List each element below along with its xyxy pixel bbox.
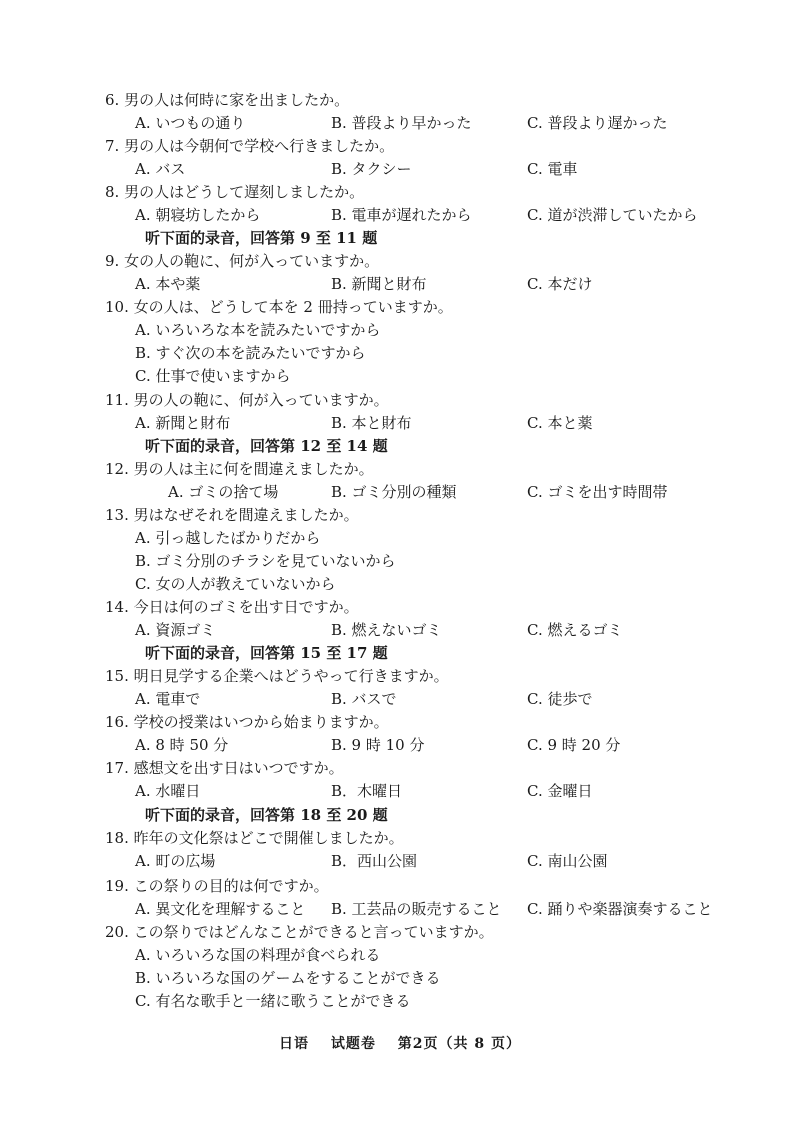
option-11a: A. 新聞と財布	[135, 414, 231, 432]
option-9a: A. 本や薬	[135, 275, 201, 293]
option-13c: C. 女の人が教えていないから	[135, 575, 336, 593]
option-17a: A. 水曜日	[135, 782, 201, 800]
option-15b: B. バスで	[331, 690, 397, 708]
option-8a: A. 朝寝坊したから	[135, 206, 261, 224]
option-12b: B. ゴミ分別の種類	[331, 483, 457, 501]
question-14: 14. 今日は何のゴミを出す日ですか。	[105, 598, 359, 616]
option-19a: A. 異文化を理解すること	[135, 900, 306, 918]
option-10b: B. すぐ次の本を読みたいですから	[135, 344, 366, 362]
option-18a: A. 町の広場	[135, 852, 216, 870]
question-17: 17. 感想文を出す日はいつですか。	[105, 759, 344, 777]
section-heading-18-20: 听下面的录音，回答第 18 至 20 题	[145, 806, 388, 824]
question-8: 8. 男の人はどうして遅刻しましたか。	[105, 183, 365, 201]
option-7b: B. タクシー	[331, 160, 412, 178]
option-20c: C. 有名な歌手と一緒に歌うことができる	[135, 992, 411, 1010]
question-7: 7. 男の人は今朝何で学校へ行きましたか。	[105, 137, 395, 155]
option-11b: B. 本と財布	[331, 414, 412, 432]
question-13: 13. 男はなぜそれを間違えましたか。	[105, 506, 359, 524]
option-15c: C. 徒歩で	[527, 690, 593, 708]
question-10: 10. 女の人は、どうして本を 2 冊持っていますか。	[105, 298, 453, 316]
option-20a: A. いろいろな国の料理が食べられる	[135, 946, 381, 964]
option-10a: A. いろいろな本を読みたいですから	[135, 321, 381, 339]
option-14a: A. 資源ゴミ	[135, 621, 216, 639]
option-18c: C. 南山公園	[527, 852, 608, 870]
option-19b: B. 工芸品の販売すること	[331, 900, 502, 918]
option-13a: A. 引っ越したばかりだから	[135, 529, 321, 547]
question-16: 16. 学校の授業はいつから始まりますか。	[105, 713, 389, 731]
question-12: 12. 男の人は主に何を間違えましたか。	[105, 460, 374, 478]
section-heading-12-14: 听下面的录音，回答第 12 至 14 题	[145, 437, 388, 455]
option-18b: B．西山公園	[331, 852, 418, 870]
footer-subject: 日语	[279, 1036, 309, 1052]
question-19: 19. この祭りの目的は何ですか。	[105, 877, 329, 895]
option-12a: A. ゴミの捨て場	[168, 483, 279, 501]
page-footer	[0, 1033, 800, 1053]
option-13b: B. ゴミ分別のチラシを見ていないから	[135, 552, 396, 570]
option-19c: C. 踊りや楽器演奏すること	[527, 900, 713, 918]
option-9b: B. 新聞と財布	[331, 275, 427, 293]
footer-page-number: 第2页（共 8 页）	[397, 1036, 521, 1052]
option-10c: C. 仕事で使いますから	[135, 367, 291, 385]
option-16b: B. 9 時 10 分	[331, 736, 425, 754]
option-6c: C. 普段より遅かった	[527, 114, 668, 132]
footer-paper: 试题卷	[330, 1036, 376, 1052]
option-20b: B. いろいろな国のゲームをすることができる	[135, 969, 441, 987]
option-9c: C. 本だけ	[527, 275, 593, 293]
question-9: 9. 女の人の鞄に、何が入っていますか。	[105, 252, 380, 270]
option-12c: C. ゴミを出す時間帯	[527, 483, 668, 501]
option-17c: C. 金曜日	[527, 782, 593, 800]
option-16c: C. 9 時 20 分	[527, 736, 621, 754]
option-11c: C. 本と薬	[527, 414, 593, 432]
option-7a: A. バス	[135, 160, 186, 178]
question-6: 6. 男の人は何時に家を出ましたか。	[105, 91, 350, 109]
section-heading-9-11: 听下面的录音，回答第 9 至 11 题	[145, 229, 378, 247]
option-17b: B．木曜日	[331, 782, 403, 800]
question-15: 15. 明日見学する企業へはどうやって行きますか。	[105, 667, 449, 685]
option-7c: C. 電車	[527, 160, 578, 178]
question-20: 20. この祭りではどんなことができると言っていますか。	[105, 923, 494, 941]
option-14b: B. 燃えないゴミ	[331, 621, 442, 639]
question-11: 11. 男の人の鞄に、何が入っていますか。	[105, 391, 389, 409]
option-15a: A. 電車で	[135, 690, 201, 708]
option-6b: B. 普段より早かった	[331, 114, 472, 132]
section-heading-15-17: 听下面的录音，回答第 15 至 17 题	[145, 644, 388, 662]
option-8b: B. 電車が遅れたから	[331, 206, 472, 224]
question-18: 18. 昨年の文化祭はどこで開催しましたか。	[105, 829, 404, 847]
option-14c: C. 燃えるゴミ	[527, 621, 623, 639]
option-8c: C. 道が渋滞していたから	[527, 206, 698, 224]
option-6a: A. いつもの通り	[135, 114, 246, 132]
option-16a: A. 8 時 50 分	[135, 736, 229, 754]
